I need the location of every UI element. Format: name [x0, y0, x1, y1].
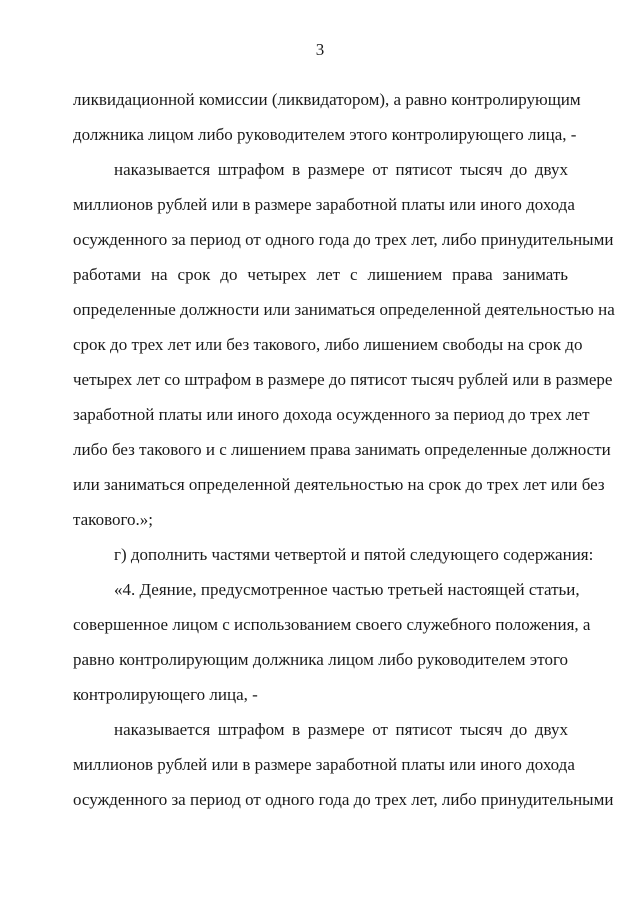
text-line: срок до трех лет или без такового, либо лишением свободы на срок до	[73, 335, 583, 354]
text-line: миллионов рублей или в размере заработной платы или иного дохода	[73, 195, 575, 214]
document-body	[73, 82, 615, 817]
text-line: должника лицом либо руководителем этого контролирующего лица, -	[73, 125, 577, 144]
text-line: заработной платы или иного дохода осужденного за период до трех лет	[73, 405, 590, 424]
paragraph	[73, 572, 591, 712]
text-line: работами на срок до четырех лет с лишением права занимать	[73, 265, 568, 284]
text-line: контролирующего лица, -	[73, 685, 258, 704]
text-line: такового.»;	[73, 510, 154, 529]
text-line: осужденного за период от одного года до трех лет, либо принудительными	[73, 230, 614, 249]
paragraph	[73, 82, 581, 152]
text-line: или заниматься определенной деятельностью на срок до трех лет или без	[73, 475, 605, 494]
text-line: равно контролирующим должника лицом либо руководителем этого	[73, 650, 568, 669]
text-line: ликвидационной комиссии (ликвидатором), а равно контролирующим	[73, 90, 581, 109]
text-line: четырех лет со штрафом в размере до пятисот тысяч рублей или в размере	[73, 370, 613, 389]
text-line: определенные должности или заниматься определенной деятельностью на	[73, 300, 615, 319]
paragraph	[73, 712, 614, 817]
text-line: наказывается штрафом в размере от пятисот тысяч до двух	[114, 160, 568, 179]
text-line: «4. Деяние, предусмотренное частью третьей настоящей статьи,	[114, 580, 580, 599]
paragraph	[73, 537, 594, 572]
text-line: наказывается штрафом в размере от пятисот тысяч до двух	[114, 720, 568, 739]
text-line: г) дополнить частями четвертой и пятой следующего содержания:	[114, 545, 594, 564]
page-number: 3	[315, 40, 325, 59]
text-line: осужденного за период от одного года до трех лет, либо принудительными	[73, 790, 614, 809]
text-line: совершенное лицом с использованием своего служебного положения, а	[73, 615, 591, 634]
text-line: миллионов рублей или в размере заработной платы или иного дохода	[73, 755, 575, 774]
text-line: либо без такового и с лишением права занимать определенные должности	[73, 440, 611, 459]
paragraph	[73, 152, 615, 537]
